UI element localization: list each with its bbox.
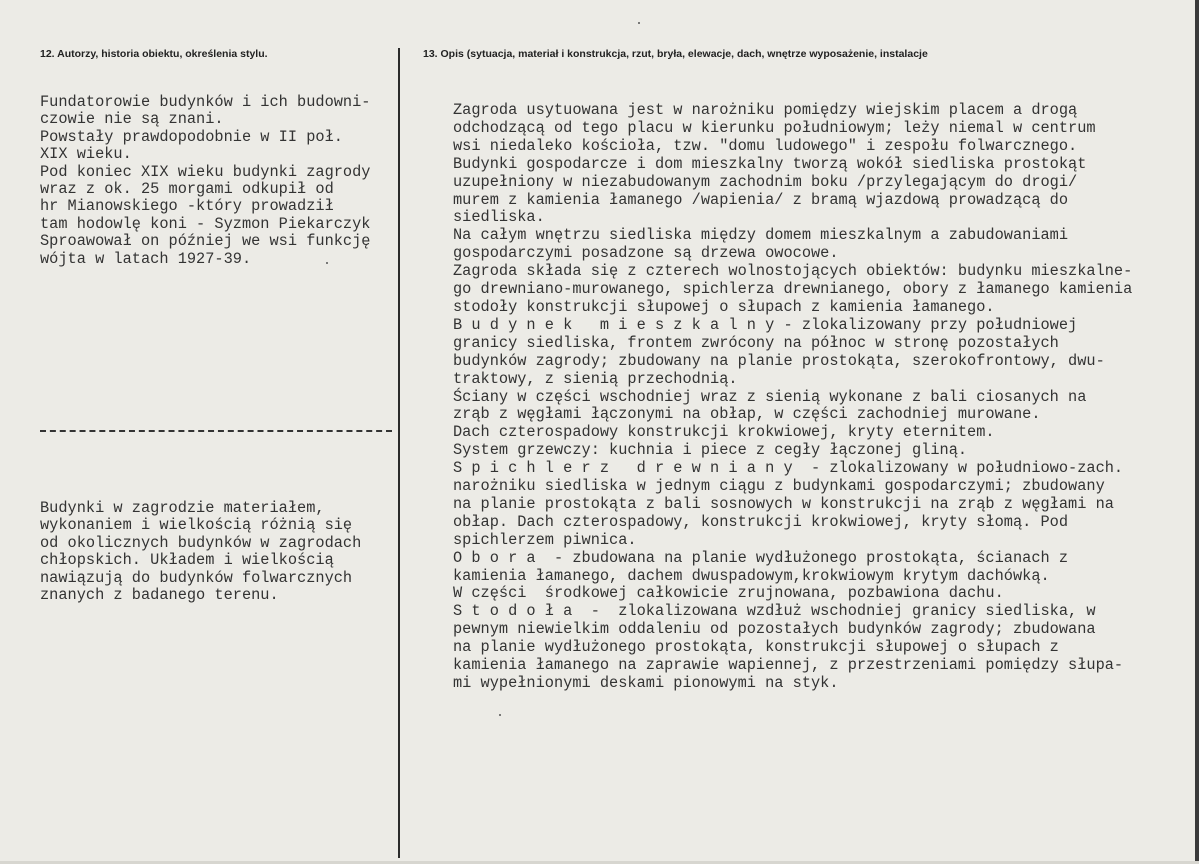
speck [499, 714, 501, 716]
speck [326, 262, 328, 264]
speck [638, 22, 640, 24]
dashed-separator [40, 430, 392, 432]
section-13-header: 13. Opis (sytuacja, materiał i konstrukcja, rzut, bryła, elewacje, dach, wnętrze wyposażenie, instalacje [423, 48, 928, 60]
section-12-header: 12. Autorzy, historia obiektu, określenia stylu. [40, 48, 268, 60]
style-notes-text: Budynki w zagrodzie materiałem, wykonaniem i wielkością różnią się od okolicznych budynków w zagrodach chłopskich. Układem i wielkością nawiązują do budynków folwarcznych znanych z badanego terenu. [40, 499, 362, 605]
description-text: Zagroda usytuowana jest w narożniku pomiędzy wiejskim placem a drogą odchodzącą od tego placu w kierunku południowym; leży niemal w centrum wsi niedaleko kościoła, tzw. "domu ludowego" i zespołu folwarcznego. Budynki gospodarcze i dom mieszkalny tworzą wokół siedliska prostokąt uzupełniony w niezabudowanym zachodnim boku /przylegającym do drogi/ murem z kamienia łamanego /wapienia/ z bramą wjazdową prowadzącą do siedliska. Na całym wnętrzu siedliska między domem mieszkalnym a zabudowaniami gospodarczymi posadzone są drzewa owocowe. Zagroda składa się z czterech wolnostojących obiektów: budynku mieszkalne- go drewniano-murowanego, spichlerza drewnianego, obory z łamanego kamienia stodoły konstrukcji słupowej o słupach z kamienia łamanego. B u d y n e k m i e s z k a l n y - zlokalizowany przy południowej granicy siedliska, frontem zwrócony na północ w stronę pozostałych budynków zagrody; zbudowany na planie prostokąta, szerokofrontowy, dwu- traktowy, z sienią przechodnią. Ściany w części wschodniej wraz z sienią wykonane z bali ciosanych na zrąb z węgłami łączonymi na obłap, w części zachodniej murowane. Dach czterospadowy konstrukcji krokwiowej, kryty eternitem. System grzewczy: kuchnia i piece z cegły łączonej gliną. S p i c h l e r z d r e w n i a n y - zlokalizowany w południowo-zach. narożniku siedliska w jednym ciągu z budynkami gospodarczymi; zbudowany na planie prostokąta z bali sosnowych w konstrukcji na zrąb z węgłami na obłap. Dach czterospadowy, konstrukcji krokwiowej, kryty słomą. Pod spichlerzem piwnica. O b o r a - zbudowana na planie wydłużonego prostokąta, ścianach z kamienia łamanego, dachem dwuspadowym,krokwiowym krytym dachówką. W części środkowej całkowicie zrujnowana, pozbawiona dachu. S t o d o ł a - zlokalizowana wzdłuż wschodniej granicy siedliska, w pewnym niewielkim oddaleniu od pozostałych budynków zagrody; zbudowana na planie wydłużonego prostokąta, konstrukcji słupowej o słupach z kamienia łamanego na zaprawie wapiennej, z przestrzeniami pomiędzy słupa- mi wypełnionymi deskami pionowymi na styk. [453, 101, 1133, 692]
authors-history-text: Fundatorowie budynków i ich budowni- czowie nie są znani. Powstały prawdopodobnie w II poł. XIX wieku. Pod koniec XIX wieku budynki zagrody wraz z ok. 25 morgami odkupił od hr Mianowskiego -który prowadził tam hodowlę koni - Syzmon Piekarczyk Sproawował on później we wsi funkcję wójta w latach 1927-39. [40, 93, 371, 268]
page-edge [1195, 0, 1199, 864]
column-divider [398, 48, 400, 858]
